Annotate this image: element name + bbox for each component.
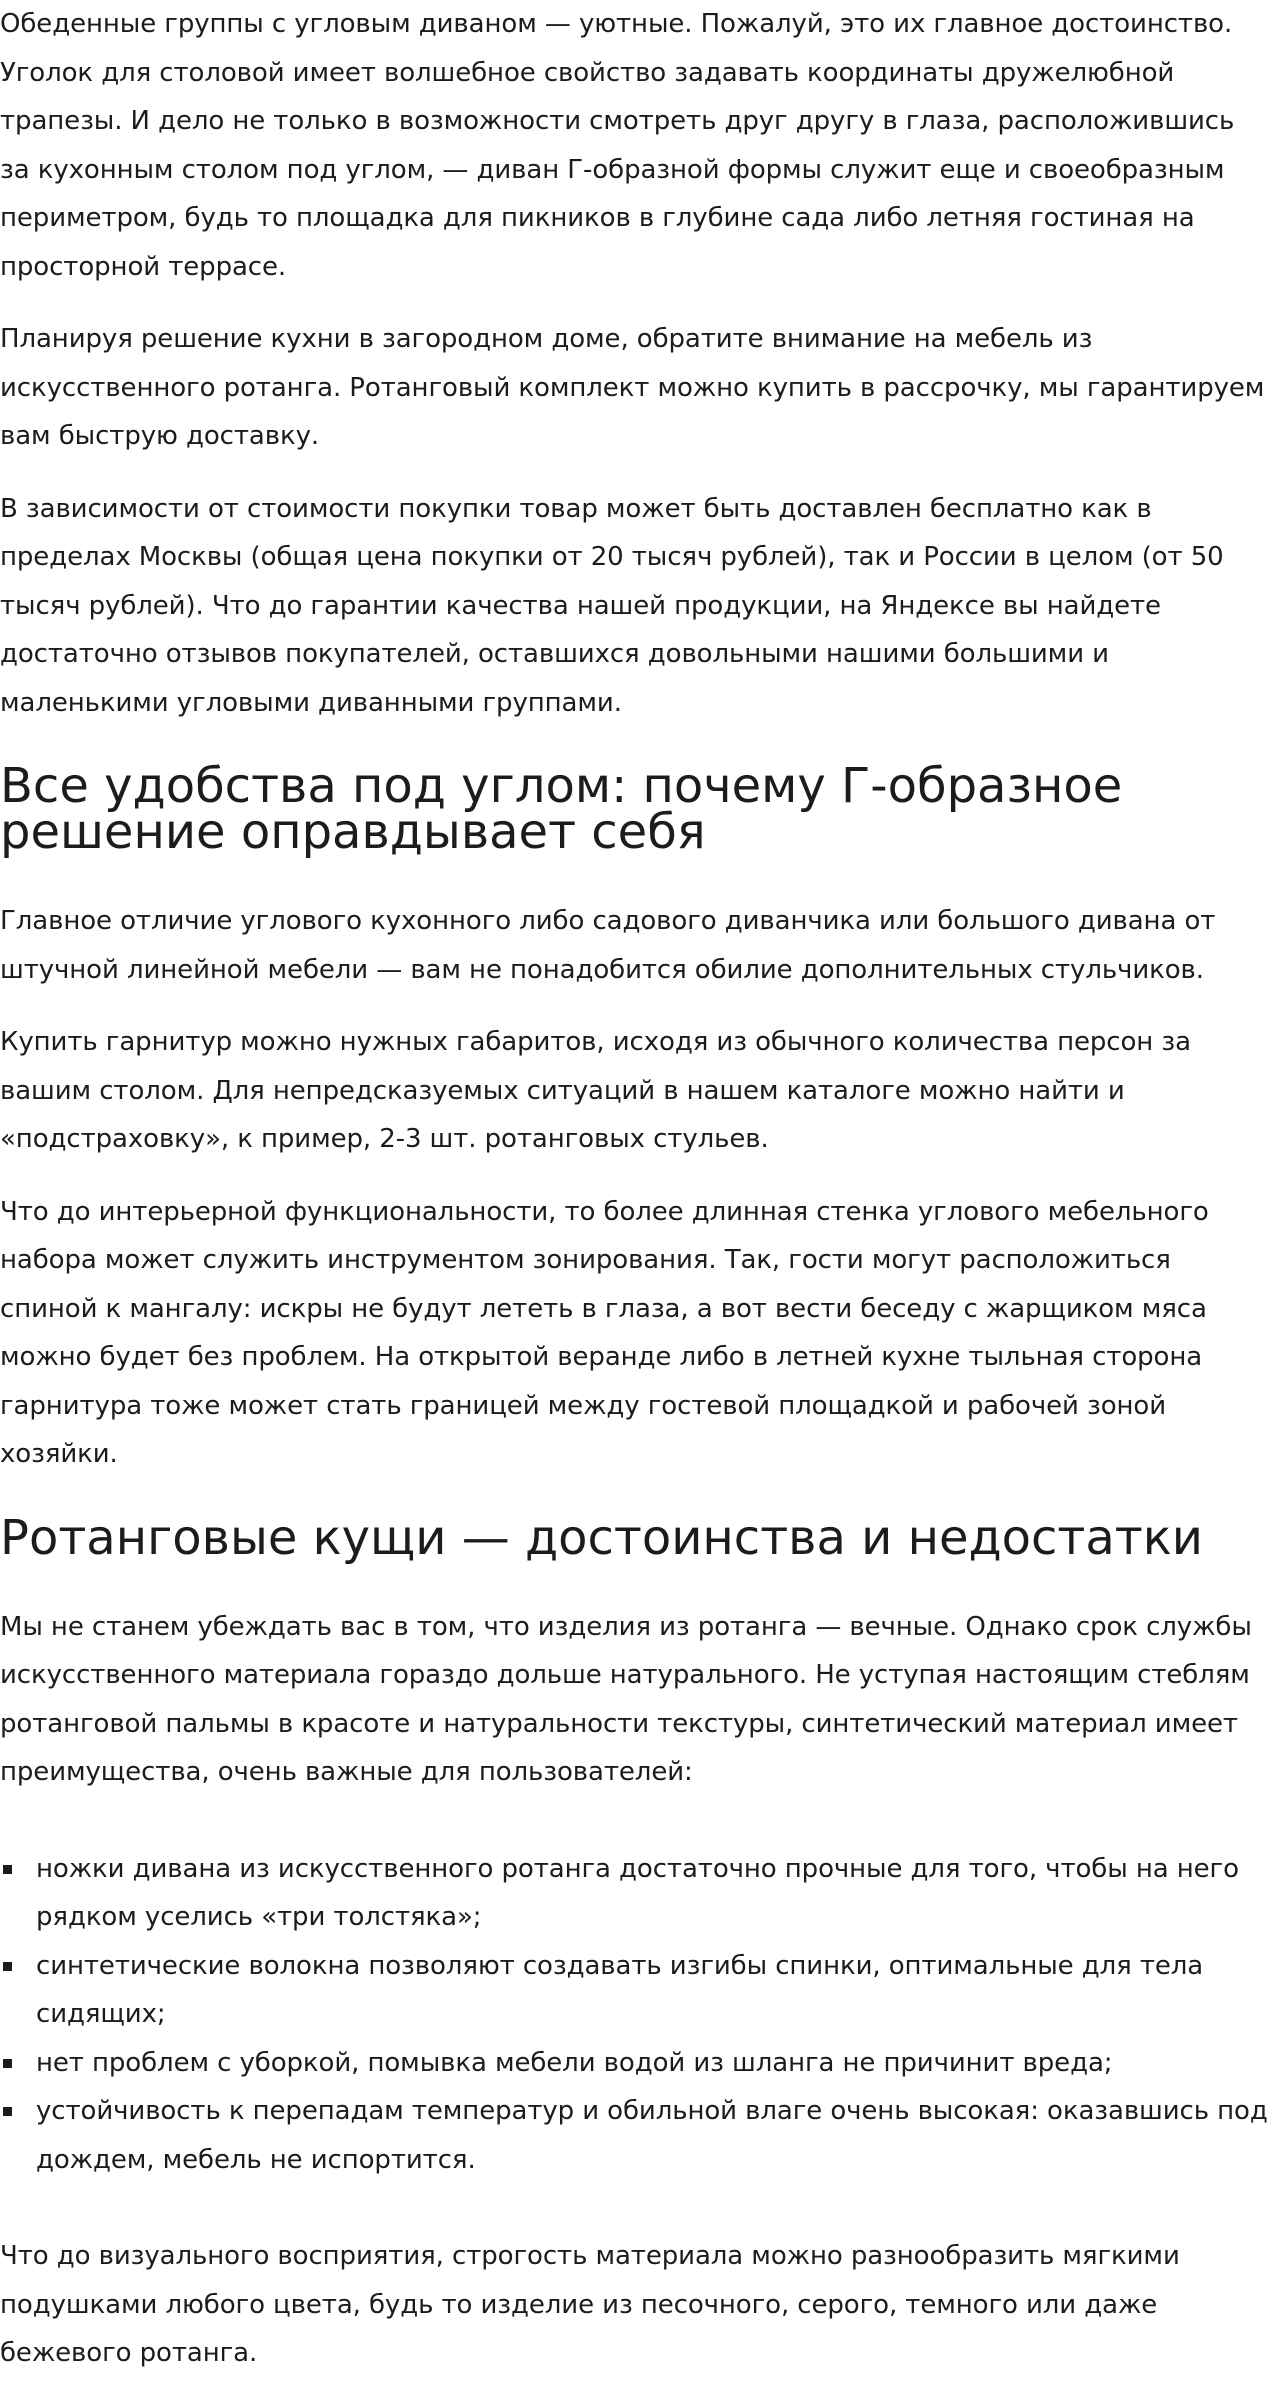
section-paragraph: Мы не станем убеждать вас в том, что изделия из ротанга — вечные. Однако срок службы искусственного материала гораздо дольше натурального. Не уступая настоящим стеблям ротанговой пальмы в красоте и натуральности текстуры, синтетический материал имеет преимущества, очень важные для пользователей:	[0, 1611, 1252, 1787]
list-item-text: ножки дивана из искусственного ротанга достаточно прочные для того, чтобы на него рядком уселись «три толстяка»;	[36, 1853, 1239, 1932]
list-item	[0, 2039, 1270, 2088]
square-bullet-icon	[3, 1865, 12, 1874]
list-item-text: нет проблем с уборкой, помывка мебели водой из шланга не причинит вреда;	[36, 2047, 1113, 2078]
square-bullet-icon	[3, 1962, 12, 1971]
intro-paragraph: Обеденные группы с угловым диваном — уютные. Пожалуй, это их главное достоинство. Уголок для столовой имеет волшебное свойство задавать координаты дружелюбной трапезы. И дело не только в возможности смотреть друг другу в глаза, расположившись за кухонным столом под углом, — диван Г-образной формы служит еще и своеобразным периметром, будь то площадка для пикников в глубине сада либо летняя гостиная на просторной террасе.	[0, 9, 1235, 282]
list-item	[0, 2087, 1270, 2184]
section-paragraph: Главное отличие углового кухонного либо садового диванчика или большого дивана от штучной линейной мебели — вам не понадобится обилие дополнительных стульчиков.	[0, 906, 1216, 985]
list-item-text: синтетические волокна позволяют создавать изгибы спинки, оптимальные для тела сидящих;	[36, 1950, 1204, 2029]
square-bullet-icon	[3, 2059, 12, 2068]
list-item	[0, 1942, 1270, 2039]
intro-paragraph: В зависимости от стоимости покупки товар может быть доставлен бесплатно как в пределах Москвы (общая цена покупки от 20 тысяч рублей), так и России в целом (от 50 тысяч рублей). Что до гарантии качества нашей продукции, на Яндексе вы найдете достаточно отзывов покупателей, оставшихся довольными нашими большими и маленькими угловыми диванными группами.	[0, 493, 1224, 718]
list-item-text: устойчивость к перепадам температур и обильной влаге очень высокая: оказавшись под дождем, мебель не испортится.	[36, 2096, 1268, 2175]
advantages-list	[0, 1845, 1270, 2185]
section-paragraph: Купить гарнитур можно нужных габаритов, исходя из обычного количества персон за вашим столом. Для непредсказуемых ситуаций в нашем каталоге можно найти и «подстраховку», к пример, 2-3 шт. ротанговых стульев.	[0, 1027, 1191, 1154]
square-bullet-icon	[3, 2107, 12, 2116]
list-item	[0, 1845, 1270, 1942]
section-heading: Все удобства под углом: почему Г-образное решение оправдывает себя	[0, 758, 1123, 860]
section-paragraph: Что до интерьерной функциональности, то более длинная стенка углового мебельного набора может служить инструментом зонирования. Так, гости могут расположиться спиной к мангалу: искры не будут лететь в глаза, а вот вести беседу с жарщиком мяса можно будет без проблем. На открытой веранде либо в летней кухне тыльная сторона гарнитура тоже может стать границей между гостевой площадкой и рабочей зоной хозяйки.	[0, 1196, 1209, 1469]
closing-paragraph: Что до визуального восприятия, строгость материала можно разнообразить мягкими подушками любого цвета, будь то изделие из песочного, серого, темного или даже бежевого ротанга.	[0, 2241, 1180, 2368]
intro-paragraph: Планируя решение кухни в загородном доме, обратите внимание на мебель из искусственного ротанга. Ротанговый комплект можно купить в рассрочку, мы гарантируем вам быструю доставку.	[0, 324, 1265, 451]
section-heading: Ротанговые кущи — достоинства и недостатки	[0, 1509, 1203, 1566]
